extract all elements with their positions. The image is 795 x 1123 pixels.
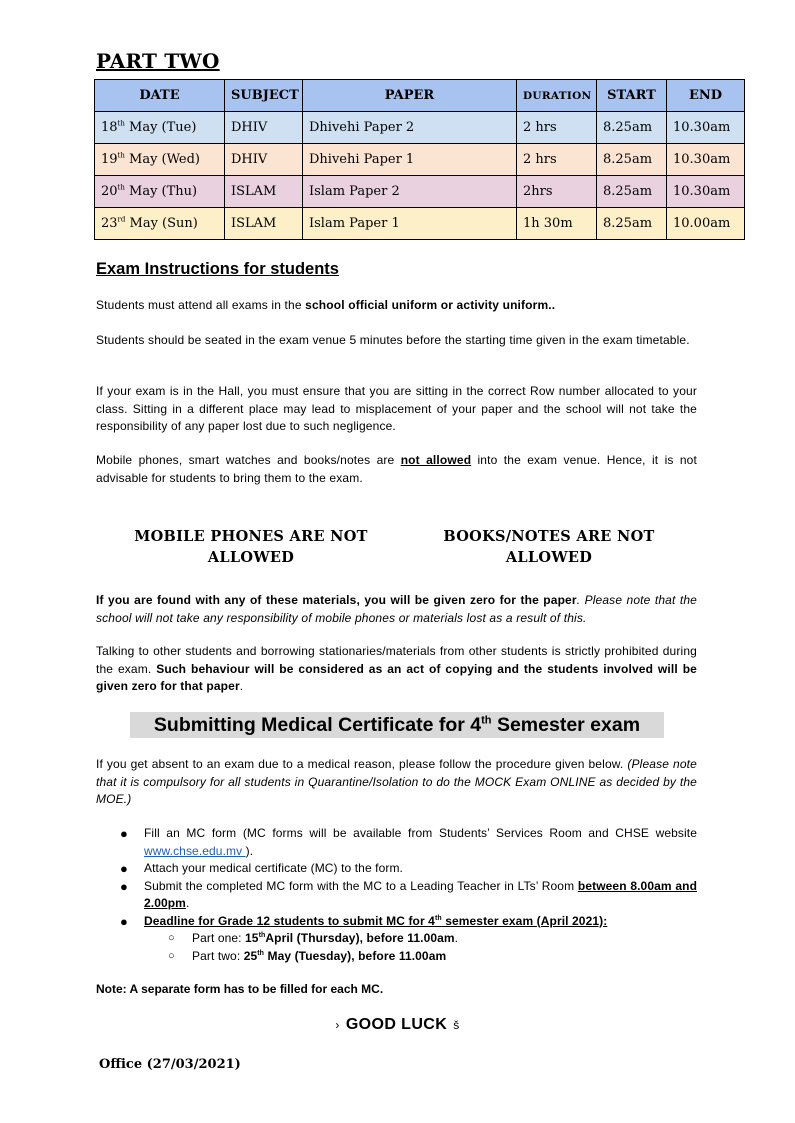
mc-procedure-list: [96, 825, 697, 965]
mobile-phones-warning: MOBILE PHONES ARE NOT ALLOWED: [134, 528, 368, 566]
table-row: [95, 176, 745, 208]
table-header-row: [95, 80, 745, 112]
ornament-left-icon: ›: [335, 1018, 340, 1032]
list-item: ● Submit the completed MC form with the MC to a Leading Teacher in LTs’ Room between 8.00am and 2.00pm.: [120, 878, 698, 910]
column-header-date: DATE: [95, 80, 225, 112]
bullet-icon: ●: [120, 878, 128, 894]
end-cell: 10.30am: [667, 176, 745, 208]
circle-bullet-icon: ○: [168, 949, 175, 962]
column-header-subject: SUBJECT: [225, 80, 303, 112]
start-cell: 8.25am: [597, 208, 667, 240]
paper-cell: Islam Paper 2: [303, 176, 517, 208]
bullet-icon: ●: [120, 913, 128, 929]
duration-cell: 2hrs: [517, 176, 597, 208]
mobile-phones-paragraph: Mobile phones, smart watches and books/notes are not allowed into the exam venue. Hence, it is not advisable for students to bring them to the exam.: [96, 453, 697, 485]
subject-cell: DHIV: [225, 144, 303, 176]
copying-paragraph: Talking to other students and borrowing stationaries/materials from other students is strictly prohibited during the exam. Such behaviour will be considered as an act of copying and the students involved will be given zero for that paper.: [96, 644, 697, 693]
zero-marks-paragraph: If you are found with any of these materials, you will be given zero for the paper. Please note that the school will not take any responsibility of mobile phones or materials lost as a result of this.: [96, 593, 697, 625]
medical-certificate-title: Submitting Medical Certificate for 4th Semester exam: [130, 712, 664, 738]
paper-cell: Dhivehi Paper 2: [303, 112, 517, 144]
list-item: ● Fill an MC form (MC forms will be available from Students’ Services Room and CHSE website www.chse.edu.mv ).: [120, 826, 697, 858]
list-item: ● Attach your medical certificate (MC) to the form.: [120, 861, 403, 876]
good-luck-message: › GOOD LUCK š: [335, 1016, 460, 1033]
list-item: ● Deadline for Grade 12 students to submit MC for 4th semester exam (April 2021): ○ Part one: 15thApril (Thursday), before 11.00am. ○ Part two: 25th May (Tuesday), before 11.00am: [96, 913, 697, 966]
table-row: [95, 144, 745, 176]
column-header-paper: PAPER: [303, 80, 517, 112]
table-row: [95, 112, 745, 144]
deadline-sublist: [144, 930, 697, 965]
date-cell: 19th May (Wed): [95, 144, 225, 176]
end-cell: 10.30am: [667, 112, 745, 144]
column-header-duration: DURATION: [517, 80, 597, 112]
chse-website-link[interactable]: www.chse.edu.mv: [144, 843, 246, 858]
column-header-start: START: [597, 80, 667, 112]
circle-bullet-icon: ○: [168, 932, 175, 944]
books-notes-warning: BOOKS/NOTES ARE NOT ALLOWED: [443, 528, 655, 566]
office-footer: Office (27/03/2021): [99, 1057, 241, 1072]
subject-cell: DHIV: [225, 112, 303, 144]
date-cell: 18th May (Tue): [95, 112, 225, 144]
list-item: ○ Part two: 25th May (Tuesday), before 11.00am: [144, 948, 697, 966]
subject-cell: ISLAM: [225, 176, 303, 208]
date-cell: 20th May (Thu): [95, 176, 225, 208]
start-cell: 8.25am: [597, 176, 667, 208]
duration-cell: 2 hrs: [517, 144, 597, 176]
paper-cell: Dhivehi Paper 1: [303, 144, 517, 176]
bullet-icon: ●: [120, 861, 128, 876]
duration-cell: 2 hrs: [517, 112, 597, 144]
start-cell: 8.25am: [597, 144, 667, 176]
date-cell: 23rd May (Sun): [95, 208, 225, 240]
paper-cell: Islam Paper 1: [303, 208, 517, 240]
seating-paragraph: Students should be seated in the exam venue 5 minutes before the starting time given in the exam timetable.: [96, 333, 690, 347]
medical-intro-paragraph: If you get absent to an exam due to a medical reason, please follow the procedure given below. (Please note that it is compulsory for all students in Quarantine/Isolation to do the MOCK Exam ONLINE as decided by the MOE.): [96, 757, 697, 806]
hall-paragraph: If your exam is in the Hall, you must ensure that you are sitting in the correct Row number allocated to your class. Sitting in a different place may lead to misplacement of your paper and the school will not take the responsibility of any paper lost due to such negligence.: [96, 384, 697, 433]
separate-form-note: Note: A separate form has to be filled for each MC.: [96, 982, 384, 996]
list-item: ○ Part one: 15thApril (Thursday), before 11.00am.: [144, 930, 697, 948]
table-row: [95, 208, 745, 240]
subject-cell: ISLAM: [225, 208, 303, 240]
ornament-right-icon: š: [453, 1018, 460, 1032]
uniform-paragraph: Students must attend all exams in the school official uniform or activity uniform..: [96, 298, 556, 312]
start-cell: 8.25am: [597, 112, 667, 144]
part-two-title: PART TWO: [96, 49, 220, 73]
end-cell: 10.30am: [667, 144, 745, 176]
instructions-heading: Exam Instructions for students: [96, 260, 339, 278]
end-cell: 10.00am: [667, 208, 745, 240]
duration-cell: 1h 30m: [517, 208, 597, 240]
bullet-icon: ●: [120, 826, 128, 841]
exam-timetable: [94, 79, 745, 240]
column-header-end: END: [667, 80, 745, 112]
